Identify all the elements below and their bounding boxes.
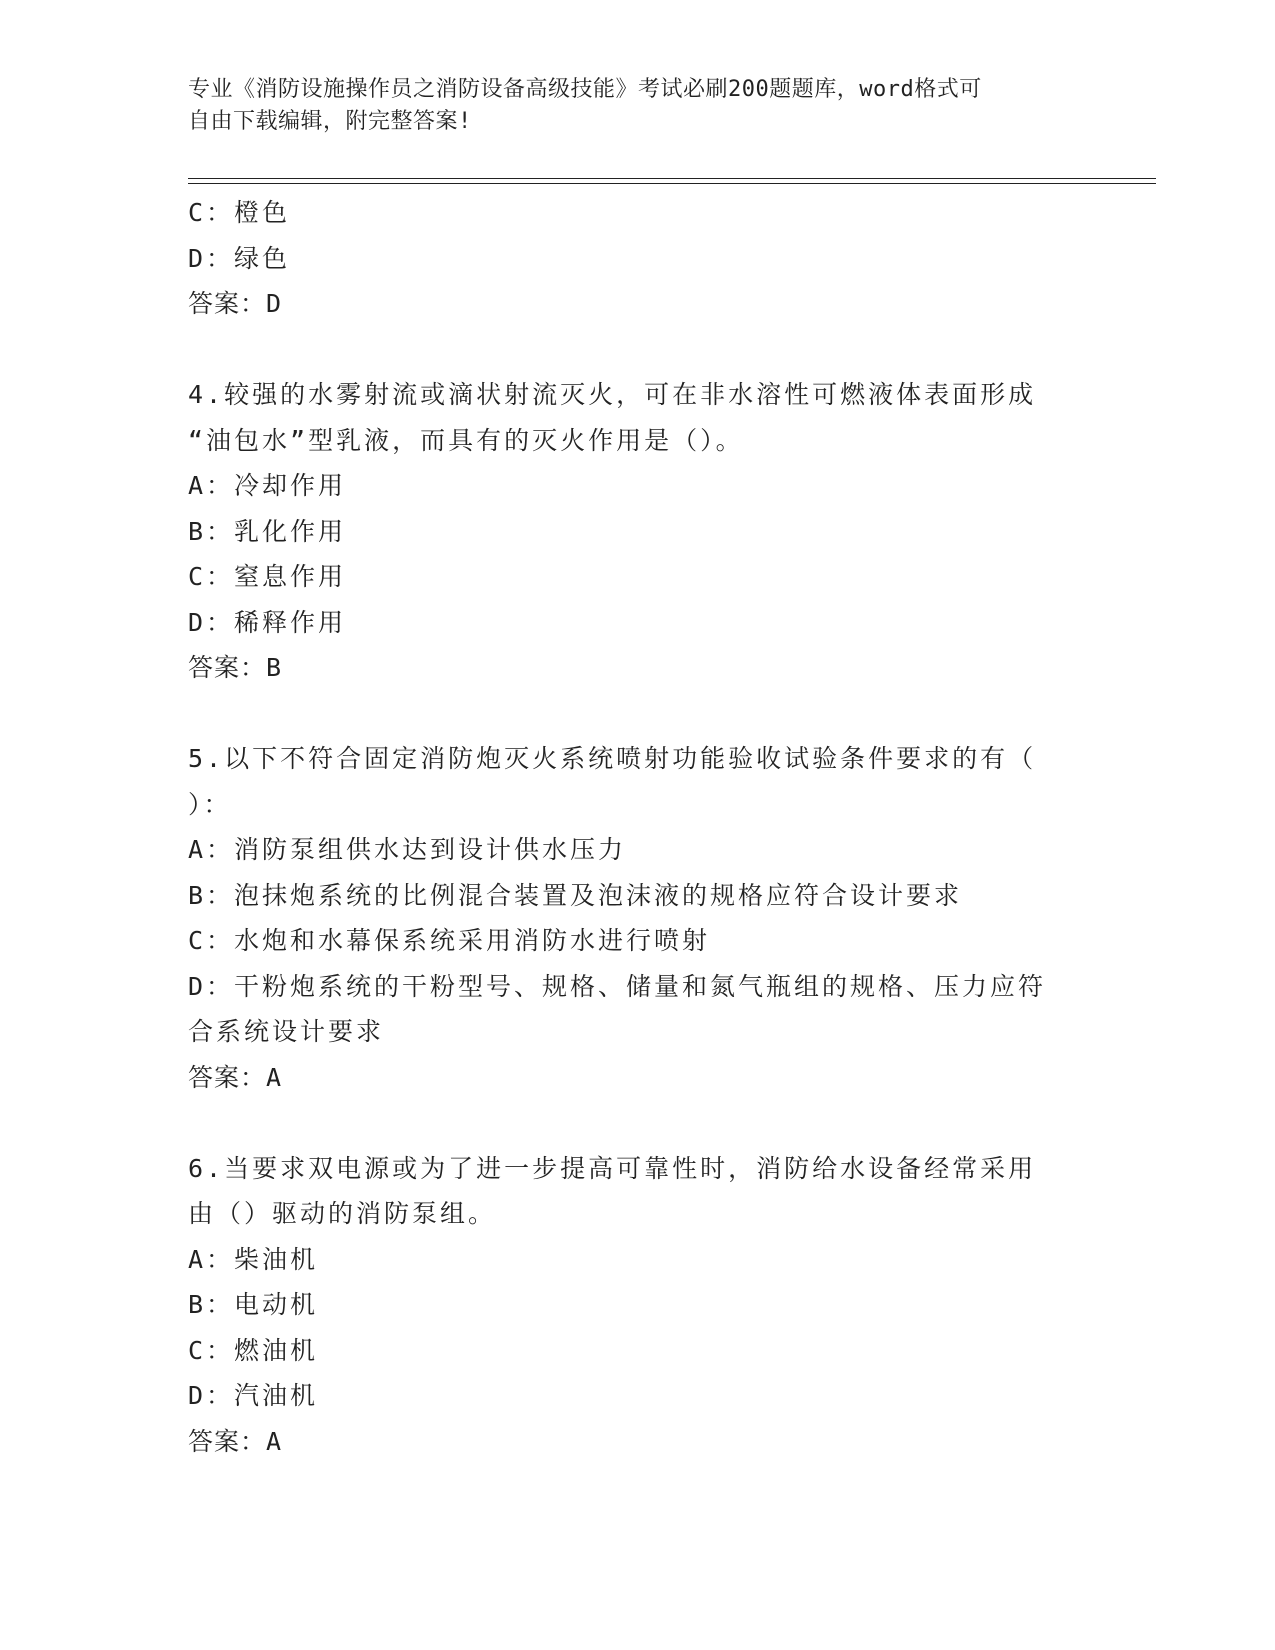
answer-line: 答案：B — [188, 653, 283, 682]
question-text-line: 6.当要求双电源或为了进一步提高可靠性时，消防给水设备经常采用 — [188, 1153, 1037, 1183]
question-block-5 — [188, 736, 1088, 1100]
option-d: D：干粉炮系统的干粉型号、规格、储量和氮气瓶组的规格、压力应符 — [188, 971, 1047, 1001]
option-c: C：燃油机 — [188, 1335, 319, 1365]
question-text-line: “油包水”型乳液，而具有的灭火作用是（）。 — [188, 425, 744, 455]
question-list — [188, 190, 1088, 1464]
option-b: B：泡抹炮系统的比例混合装置及泡沫液的规格应符合设计要求 — [188, 880, 963, 910]
header-rule-top — [188, 178, 1156, 179]
option-c: C：橙色 — [188, 198, 291, 227]
document-header — [188, 74, 1088, 138]
spacer — [188, 691, 1088, 737]
option-d: D：稀释作用 — [188, 607, 347, 637]
header-line-2: 自由下载编辑，附完整答案! — [188, 109, 472, 134]
option-d: D：绿色 — [188, 243, 291, 273]
spacer — [188, 327, 1088, 373]
spacer — [188, 1100, 1088, 1146]
answer-line: 答案：A — [188, 1062, 283, 1092]
option-b: B：乳化作用 — [188, 516, 347, 546]
header-line-1: 专业《消防设施操作员之消防设备高级技能》考试必刷200题题库，word格式可 — [188, 77, 982, 102]
answer-line: 答案：D — [188, 289, 283, 318]
option-a: A：冷却作用 — [188, 471, 347, 500]
question-block-3 — [188, 190, 1088, 327]
option-c: C：水炮和水幕保系统采用消防水进行喷射 — [188, 926, 711, 955]
answer-line: 答案：A — [188, 1426, 283, 1456]
header-rule-bottom — [188, 183, 1156, 184]
option-d-continued: 合系统设计要求 — [188, 1017, 385, 1046]
question-text-line: 4.较强的水雾射流或滴状射流灭火，可在非水溶性可燃液体表面形成 — [188, 380, 1037, 409]
question-text-line: 5.以下不符合固定消防炮灭火系统喷射功能验收试验条件要求的有（ — [188, 744, 1037, 773]
question-text-line: ）： — [188, 789, 232, 819]
option-a: A：消防泵组供水达到设计供水压力 — [188, 835, 627, 864]
option-c: C：窒息作用 — [188, 562, 347, 591]
question-text-line: 由（）驱动的消防泵组。 — [188, 1199, 497, 1228]
option-d: D：汽油机 — [188, 1381, 319, 1410]
question-block-6 — [188, 1146, 1088, 1465]
question-block-4 — [188, 372, 1088, 691]
option-b: B：电动机 — [188, 1290, 319, 1319]
option-a: A：柴油机 — [188, 1244, 319, 1274]
